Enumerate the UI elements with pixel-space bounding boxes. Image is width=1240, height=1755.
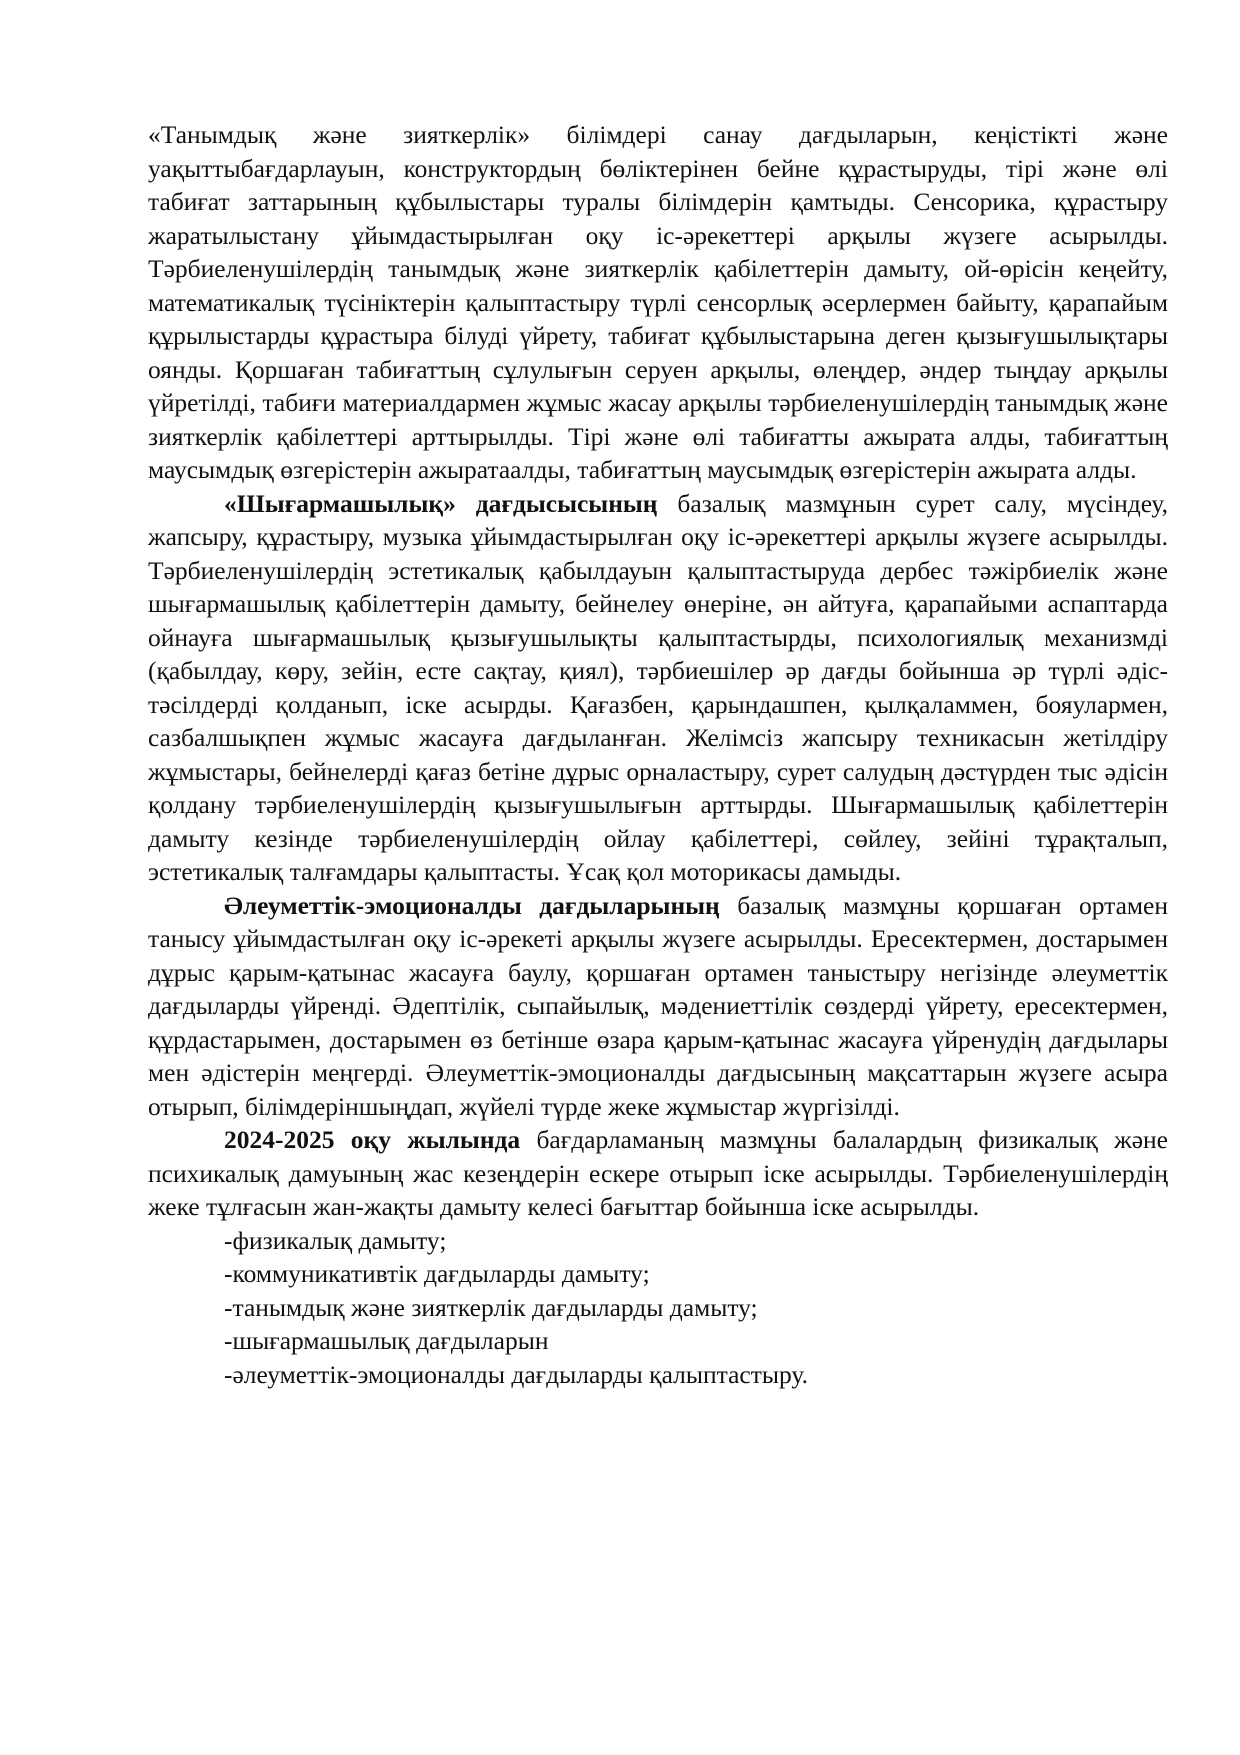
list-item: -физикалық дамыту; [224,1225,447,1255]
document-body [148,118,1168,1391]
list-item: -танымдық және зияткерлік дағдыларды дамыту; [224,1292,758,1322]
paragraph-creativity [148,487,1168,889]
paragraph-social-emotional [148,889,1168,1124]
paragraph-academic-year [148,1123,1168,1224]
paragraph-text: бағдарламаның мазмұны балалардың физикалық және психикалық дамуының жас кезеңдерін ескере отырып іске асырылды. Тәрбиеленушілердің жеке тұлғасын жан-жақты дамыту келесі бағыттар бойынша іске асырылды. [148,1125,1168,1221]
development-directions-list [148,1224,1168,1392]
list-item: -шығармашылық дағдыларын [224,1326,549,1355]
paragraph-cognitive [148,118,1168,487]
paragraph-text: базалық мазмұны қоршаған ортамен танысу ұйымдастылған оқу іс-әрекеті арқылы жүзеге асырылды. Ересектермен, достарымен дұрыс қарым-қатынас жасауға баулу, қоршаған ортамен таныстыру негізінде әлеуметтік дағдыларды үйренді. Әдептілік, сыпайылық, мәдениеттілік сөздерді үйрету, ересектермен, құрдастарымен, достарымен өз бетінше өзара қарым-қатынас жасауға үйренудің дағдылары мен әдістерін меңгерді. Әлеуметтік-эмоционалды дағдысының мақсаттарын жүзеге асыра отырып, білімдеріншыңдап, жүйелі түрде жеке жұмыстар жүргізілді. [148,890,1168,1121]
paragraph-text: «Танымдық және зияткерлік» білімдері санау дағдыларын, кеңістікті және уақыттыбағдарлауын, конструктордың бөліктерінен бейне құрастыруды, тірі және өлі табиғат заттарының құбылыстары туралы білімдерін қамтыды. Сенсорика, құрастыру жаратылыстану ұйымдастырылған оқу іс-әрекеттері арқылы жүзеге асырылды. Тәрбиеленушілердің танымдық және зияткерлік қабілеттерін дамыту, ой-өрісін кеңейту, математикалық түсініктерін қалыптастыру түрлі сенсорлық әсерлермен байыту, қарапайым құрылыстарды құрастыра білуді үйрету, табиғат құбылыстарына деген қызығушылықтары оянды. Қоршаған табиғаттың сұлулығын серуен арқылы, өлеңдер, әндер тыңдау арқылы үйретілді, табиғи материалдармен жұмыс жасау арқылы тәрбиеленушілердің танымдық және зияткерлік қабілеттері арттырылды. Тірі және өлі табиғатты ажырата алды, табиғаттың маусымдық өзгерістерін ажыратаалды, табиғаттың маусымдық өзгерістерін ажырата алды. [148,120,1168,484]
paragraph-text: базалық мазмұнын сурет салу, мүсіндеу, жапсыру, құрастыру, музыка ұйымдастырылған оқу іс-әрекеттері арқылы жүзеге асырылды. Тәрбиеленушілердің эстетикалық қабылдауын қалыптастыруда дербес тәжірбиелік және шығармашылық қабілеттерін дамыту, бейнелеу өнеріне, ән айтуға, қарапайыми аспаптарда ойнауға шығармашылық қызығушылықты қалыптастырды, психологиялық механизмді (қабылдау, көру, зейін, есте сақтау, қиял), тәрбиешілер әр дағды бойынша әр түрлі әдіс-тәсілдерді қолданып, іске асырды. Қағазбен, қарындашпен, қылқаламмен, бояулармен, сазбалшықпен жұмыс жасауға дағдыланған. Желімсіз жапсыру техникасын жетілдіру жұмыстары, бейнелерді қағаз бетіне дұрыс орналастыру, сурет салудың дәстүрден тыс әдісін қолдану тәрбиеленушілердің қызығушылығын арттырды. Шығармашылық қабілеттерін дамыту кезінде тәрбиеленушілердің ойлау қабілеттері, сөйлеу, зейіні тұрақталып, эстетикалық талғамдары қалыптасты. Ұсақ қол моторикасы дамыды. [148,488,1168,886]
paragraph-lead: 2024-2025 оқу жылында [224,1125,521,1154]
list-item: -әлеуметтік-эмоционалды дағдыларды қалыптастыру. [224,1359,808,1389]
paragraph-lead: Әлеуметтік-эмоционалды дағдыларының [224,890,720,920]
list-item: -коммуникативтік дағдыларды дамыту; [224,1259,650,1288]
paragraph-lead: «Шығармашылық» дағдысысының [224,488,658,518]
